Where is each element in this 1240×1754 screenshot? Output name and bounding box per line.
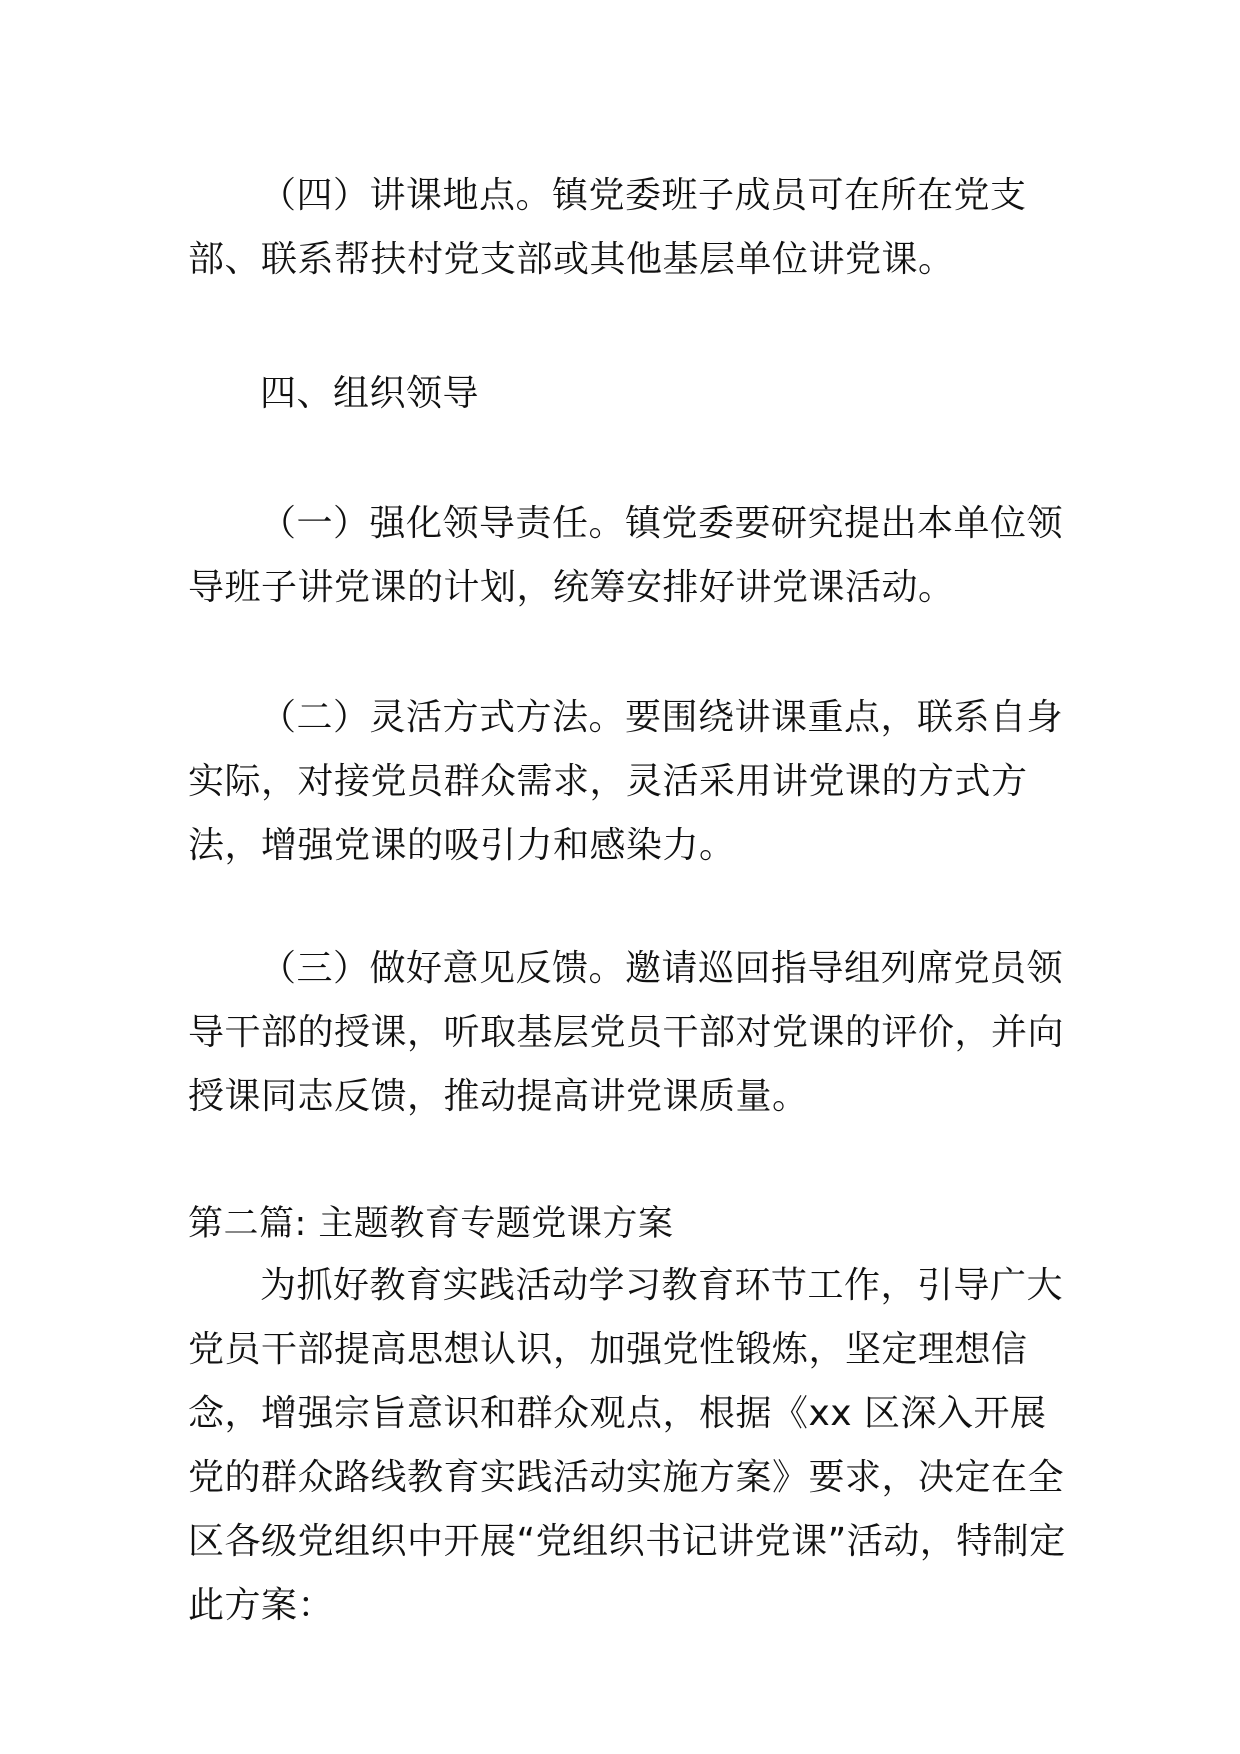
paragraph-leadership-responsibility: （一）强化领导责任。镇党委要研究提出本单位领导班子讲党课的计划，统筹安排好讲党课活动。 xyxy=(188,503,1064,608)
paragraph-feedback: （三）做好意见反馈。邀请巡回指导组列席党员领导干部的授课，听取基层党员干部对党课的评价，并向授课同志反馈，推动提高讲党课质量。 xyxy=(188,948,1065,1117)
section-heading-organization: 四、组织领导 xyxy=(260,373,480,414)
article-title: 第二篇: 主题教育专题党课方案 xyxy=(188,1204,674,1244)
article-intro-paragraph: 为抓好教育实践活动学习教育环节工作，引导广大党员干部提高思想认识，加强党性锻炼，坚定理想信念，增强宗旨意识和群众观点，根据《xx 区深入开展党的群众路线教育实践活动实施方案》要求，决定在全区各级党组织中开展“党组织书记讲党课”活动，特制定此方案： xyxy=(188,1265,1066,1626)
paragraph-lecture-location: （四）讲课地点。镇党委班子成员可在所在党支部、联系帮扶村党支部或其他基层单位讲党课。 xyxy=(188,175,1027,280)
paragraph-flexible-methods: （二）灵活方式方法。要围绕讲课重点，联系自身实际，对接党员群众需求，灵活采用讲党课的方式方法，增强党课的吸引力和感染力。 xyxy=(188,697,1064,866)
